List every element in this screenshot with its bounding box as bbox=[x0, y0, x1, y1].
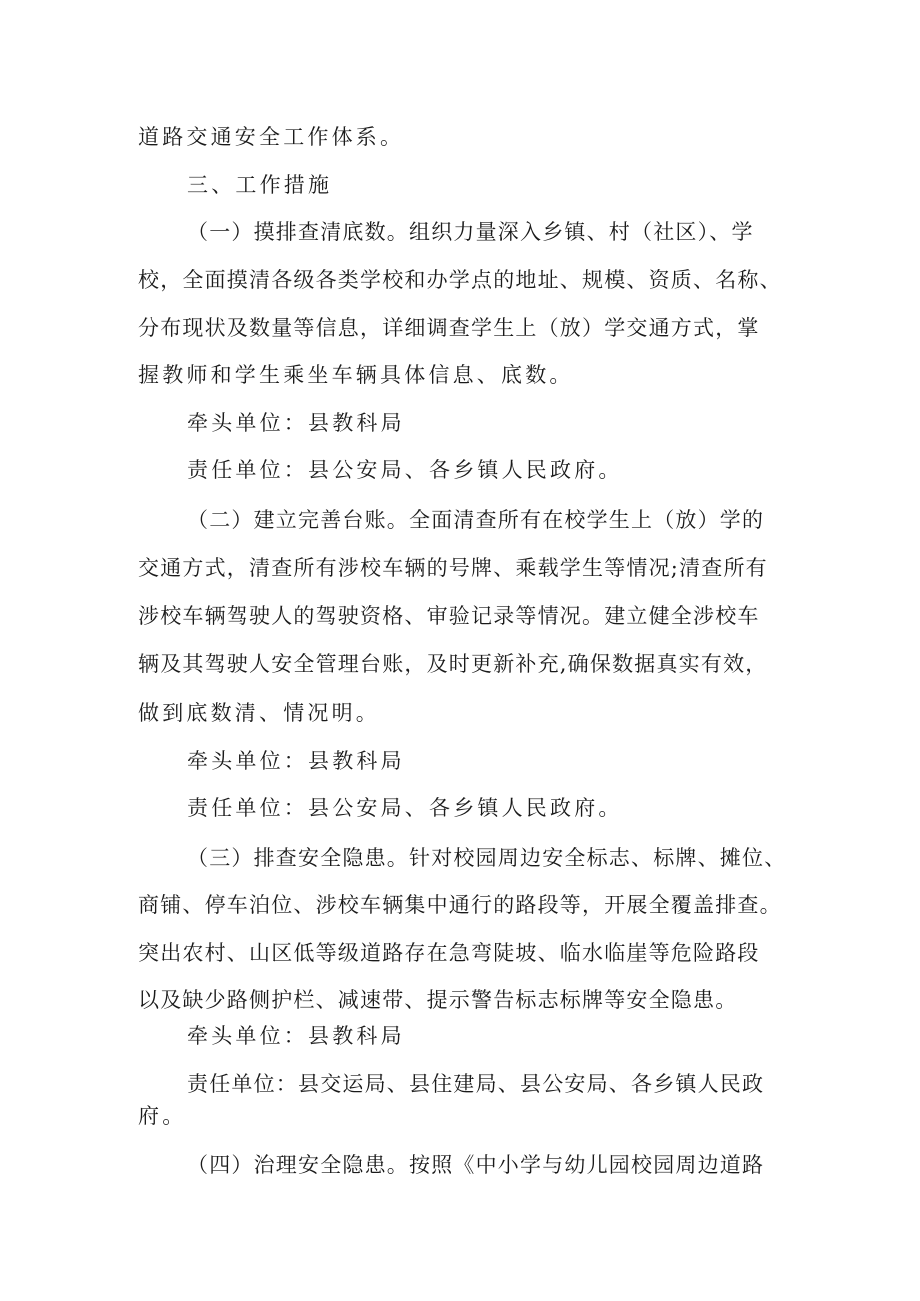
paragraph-line: （四）治理安全隐患。按照《中小学与幼儿园校园周边道路 bbox=[187, 1153, 765, 1177]
responsible-unit-line: 责任单位：县交运局、县住建局、县公安局、各乡镇人民政 bbox=[187, 1072, 765, 1096]
paragraph-line: 握教师和学生乘坐车辆具体信息、底数。 bbox=[138, 363, 574, 387]
lead-unit-line: 牵头单位：县教科局 bbox=[187, 1024, 405, 1048]
lead-unit-line: 牵头单位：县教科局 bbox=[187, 411, 405, 435]
paragraph-line: 分布现状及数量等信息，详细调查学生上（放）学交通方式，掌 bbox=[138, 316, 760, 340]
paragraph-line: 校，全面摸清各级各类学校和办学点的地址、规模、资质、名称、 bbox=[138, 268, 782, 292]
paragraph-line: 府。 bbox=[138, 1104, 187, 1128]
lead-unit-line: 牵头单位：县教科局 bbox=[187, 749, 405, 773]
responsible-unit-line: 责任单位：县公安局、各乡镇人民政府。 bbox=[187, 458, 623, 482]
paragraph-line: 道路交通安全工作体系。 bbox=[138, 125, 405, 149]
paragraph-line: 交通方式，清查所有涉校车辆的号牌、乘载学生等情况;清查所有 bbox=[138, 556, 768, 580]
paragraph-line: 以及缺少路侧护栏、减速带、提示警告标志标牌等安全隐患。 bbox=[138, 988, 738, 1012]
paragraph-line: 辆及其驾驶人安全管理台账，及时更新补充,确保数据真实有效， bbox=[138, 652, 768, 676]
paragraph-line: 涉校车辆驾驶人的驾驶资格、审验记录等情况。建立健全涉校车 bbox=[138, 604, 760, 628]
section-heading: 三、工作措施 bbox=[187, 173, 333, 197]
responsible-unit-line: 责任单位：县公安局、各乡镇人民政府。 bbox=[187, 796, 623, 820]
paragraph-line: （三）排查安全隐患。针对校园周边安全标志、标牌、摊位、 bbox=[187, 846, 787, 870]
paragraph-line: （二）建立完善台账。全面清查所有在校学生上（放）学的 bbox=[187, 508, 765, 532]
paragraph-line: 做到底数清、情况明。 bbox=[138, 701, 380, 725]
paragraph-line: 商铺、停车泊位、涉校车辆集中通行的路段等，开展全覆盖排查。 bbox=[138, 893, 782, 917]
paragraph-line: 突出农村、山区低等级道路存在急弯陡坡、临水临崖等危险路段 bbox=[138, 941, 760, 965]
paragraph-line: （一）摸排查清底数。组织力量深入乡镇、村（社区）、学 bbox=[187, 220, 754, 244]
